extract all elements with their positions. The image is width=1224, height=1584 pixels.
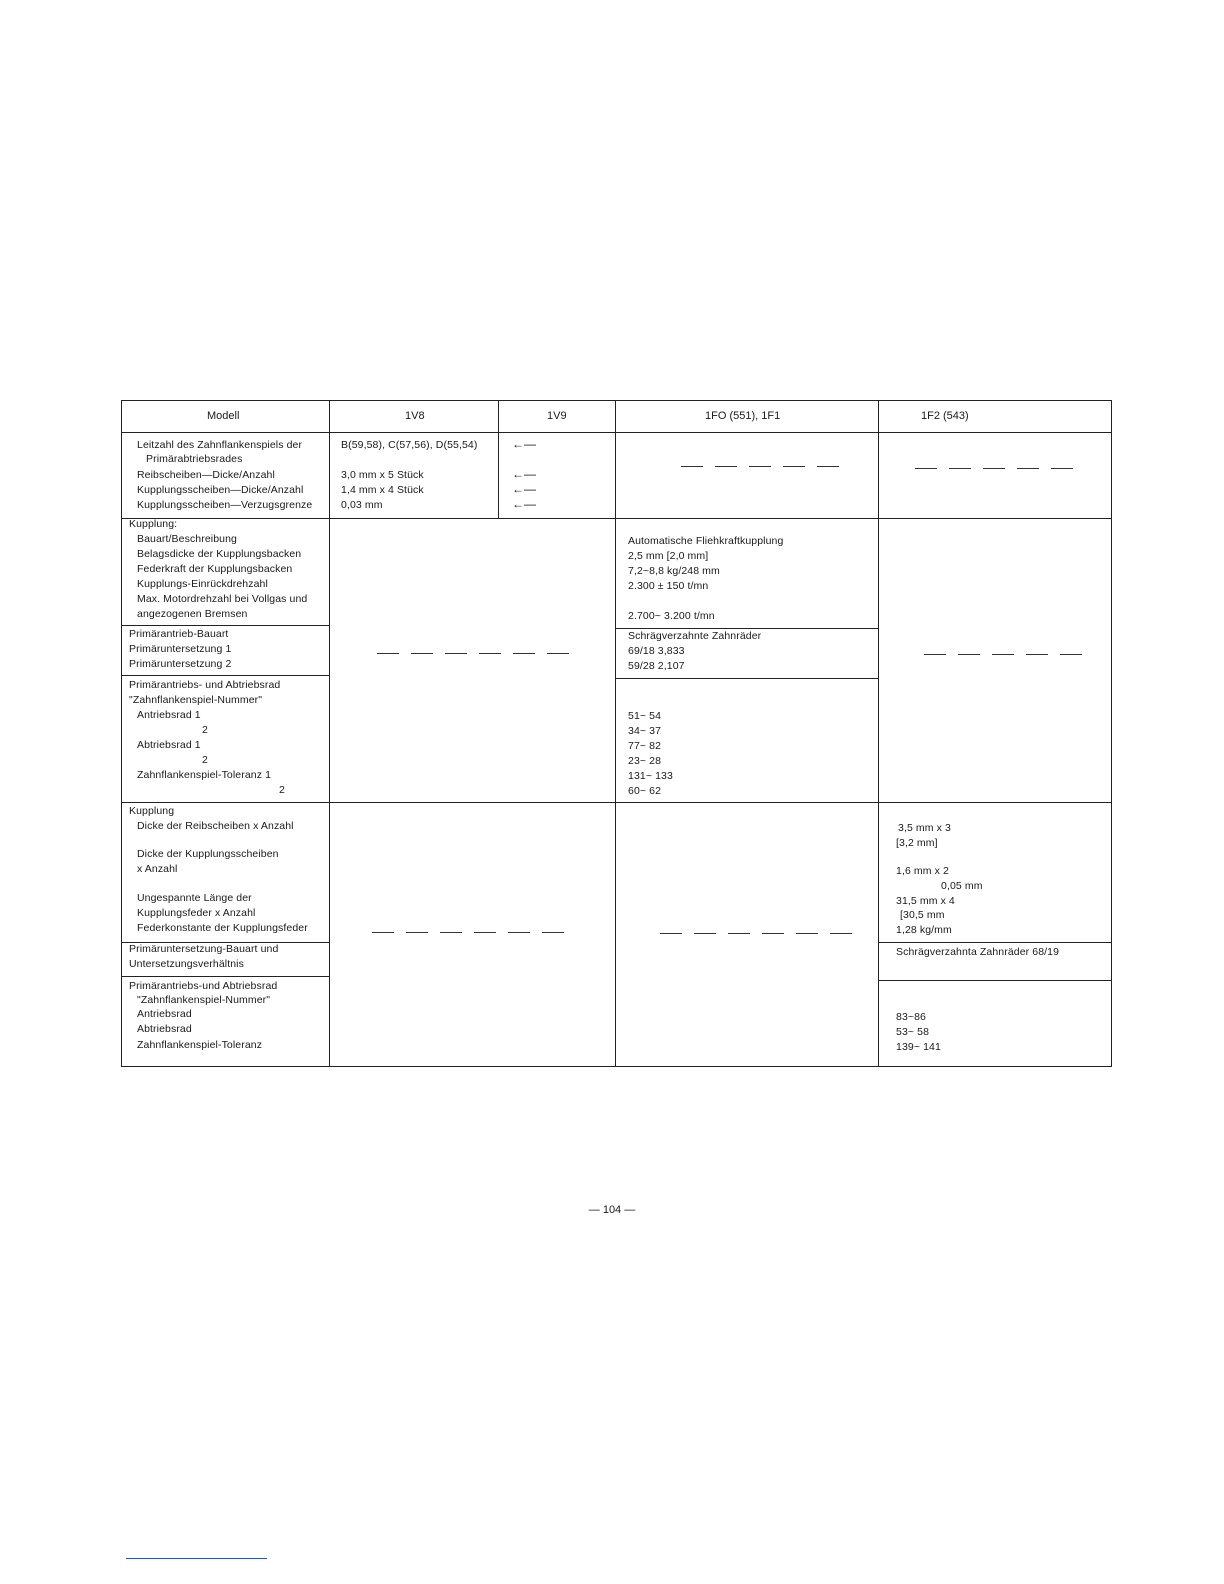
label-bremsen: angezogenen Bremsen — [137, 608, 248, 620]
label-max-motordrehzahl: Max. Motordrehzahl bei Vollgas und — [137, 593, 308, 605]
value-1f2-reibscheiben: 3,5 mm x 3 — [898, 822, 951, 834]
label-untersetzungsverhaeltnis: Untersetzungsverhältnis — [129, 958, 244, 970]
label-bauart: Bauart/Beschreibung — [137, 533, 237, 545]
value-1fo-federkraft: 7,2~8,8 kg/248 mm — [628, 565, 720, 577]
value-1fo-abtriebsrad-1: 77~ 82 — [628, 740, 662, 752]
header-modell: Modell — [207, 410, 240, 422]
col-divider — [878, 400, 879, 1067]
value-1f2-untersetzung: Schrägverzahnta Zahnräder 68/19 — [896, 946, 1060, 958]
value-1fo-belagsdicke: 2,5 mm [2,0 mm] — [628, 550, 709, 562]
label-kupplung: Kupplung: — [129, 518, 178, 530]
not-applicable-dash — [915, 468, 1073, 469]
label-untersetzung-bauart: Primäruntersetzung-Bauart und — [129, 943, 279, 955]
not-applicable-dash — [372, 932, 564, 933]
label-verzugsgrenze: Kupplungsscheiben—Verzugsgrenze — [137, 499, 313, 511]
value-1f2-verzugsgrenze: 0,05 mm — [941, 880, 983, 892]
header-row-line — [121, 432, 1112, 433]
label-abtriebsrad-2: 2 — [202, 754, 208, 766]
label-kupplungsscheiben: Kupplungsscheiben—Dicke/Anzahl — [137, 484, 304, 496]
label-primaerantrieb-bauart: Primärantrieb-Bauart — [129, 628, 229, 640]
not-applicable-dash — [681, 466, 839, 467]
not-applicable-dash — [924, 654, 1082, 655]
label-antriebsrad: Antriebsrad — [137, 1008, 192, 1020]
value-1f2-federlaenge: 31,5 mm x 4 — [896, 895, 955, 907]
value-1fo-toleranz-1: 131~ 133 — [628, 770, 673, 782]
not-applicable-dash — [660, 933, 852, 934]
value-1fo-antriebsrad-2: 34~ 37 — [628, 725, 662, 737]
row-line — [121, 518, 1112, 519]
label-antriebs-abtriebsrad-2: Primärantriebs-und Abtriebsrad — [129, 980, 278, 992]
same-as-left-arrow-icon: ←— — [512, 467, 536, 481]
page-number: — 104 — — [588, 1204, 636, 1216]
label-dicke-reibscheiben: Dicke der Reibscheiben x Anzahl — [137, 820, 294, 832]
label-abtriebsrad: Abtriebsrad — [137, 1023, 192, 1035]
value-1fo-untersetzung-2: 59/28 2,107 — [628, 660, 685, 672]
value-1f2-kupplungsscheiben: 1,6 mm x 2 — [896, 865, 949, 877]
header-1fo-1f1: 1FO (551), 1F1 — [705, 410, 781, 422]
value-1f2-federkonstante: 1,28 kg/mm — [896, 924, 952, 936]
label-primaeruntersetzung-1: Primäruntersetzung 1 — [129, 643, 232, 655]
label-kupplung-2: Kupplung — [129, 805, 175, 817]
value-1v8-verzugsgrenze: 0,03 mm — [341, 499, 383, 511]
col-divider — [498, 400, 499, 518]
label-zahnflankenspiel-nummer: "Zahnflankenspiel-Nummer" — [129, 694, 263, 706]
value-1f2-abtriebsrad: 53~ 58 — [896, 1026, 930, 1038]
col-divider — [615, 400, 616, 1067]
col-divider — [329, 400, 330, 1067]
header-1v9: 1V9 — [547, 410, 567, 422]
value-1v8-kupplungsscheiben: 1,4 mm x 4 Stück — [341, 484, 424, 496]
label-antriebsrad-1: Antriebsrad 1 — [137, 709, 201, 721]
value-1fo-primaerantrieb: Schrägverzahnte Zahnräder — [628, 630, 762, 642]
label-leitzahl: Leitzahl des Zahnflankenspiels der — [137, 439, 303, 451]
table-border-left — [121, 400, 122, 1067]
value-1fo-toleranz-2: 60~ 62 — [628, 785, 662, 797]
row-line — [615, 678, 879, 679]
same-as-left-arrow-icon: ←— — [512, 437, 536, 451]
value-1v8-reibscheiben: 3,0 mm x 5 Stück — [341, 469, 424, 481]
not-applicable-dash — [377, 653, 569, 654]
value-1fo-max-drehzahl: 2.700~ 3.200 t/mn — [628, 610, 715, 622]
value-1f2-federlaenge-min: [30,5 mm — [900, 909, 945, 921]
value-1fo-antriebsrad-1: 51~ 54 — [628, 710, 662, 722]
label-primaeruntersetzung-2: Primäruntersetzung 2 — [129, 658, 232, 670]
label-federkonstante: Federkonstante der Kupplungsfeder — [137, 922, 308, 934]
table-border-bottom — [121, 1066, 1112, 1067]
label-primaerantriebs-abtriebsrad: Primärantriebs- und Abtriebsrad — [129, 679, 281, 691]
header-1f2: 1F2 (543) — [921, 410, 969, 422]
table-border-right — [1111, 400, 1112, 1067]
value-1fo-bauart: Automatische Fliehkraftkupplung — [628, 535, 784, 547]
label-zahnflankenspiel-nummer-2: "Zahnflankenspiel-Nummer" — [137, 994, 271, 1006]
label-reibscheiben: Reibscheiben—Dicke/Anzahl — [137, 469, 275, 481]
value-1f2-reibscheiben-min: [3,2 mm] — [896, 837, 938, 849]
value-1fo-untersetzung-1: 69/18 3,833 — [628, 645, 685, 657]
value-1f2-antriebsrad: 83~86 — [896, 1011, 926, 1023]
label-ungespannte-laenge: Ungespannte Länge der — [137, 892, 252, 904]
value-1f2-toleranz: 139~ 141 — [896, 1041, 941, 1053]
value-1v8-leitzahl: B(59,58), C(57,56), D(55,54) — [341, 439, 478, 451]
value-1fo-einrueckdrehzahl: 2.300 ± 150 t/mn — [628, 580, 709, 592]
row-line — [121, 802, 1112, 803]
label-zahnflankenspiel-toleranz: Zahnflankenspiel-Toleranz — [137, 1039, 263, 1051]
label-abtriebsrad-1: Abtriebsrad 1 — [137, 739, 201, 751]
label-federkraft: Federkraft der Kupplungsbacken — [137, 563, 293, 575]
header-1v8: 1V8 — [405, 410, 425, 422]
label-dicke-kupplungsscheiben: Dicke der Kupplungsscheiben — [137, 848, 279, 860]
value-1fo-abtriebsrad-2: 23~ 28 — [628, 755, 662, 767]
label-belagsdicke: Belagsdicke der Kupplungsbacken — [137, 548, 302, 560]
label-primaerabtriebsrades: Primärabtriebsrades — [146, 453, 243, 465]
label-toleranz-2: 2 — [279, 784, 285, 796]
label-kupplungsfeder-anzahl: Kupplungsfeder x Anzahl — [137, 907, 256, 919]
row-line — [121, 976, 330, 977]
row-line — [878, 942, 1112, 943]
same-as-left-arrow-icon: ←— — [512, 482, 536, 496]
footer-rule — [126, 1558, 267, 1559]
table-border-top — [121, 400, 1112, 401]
row-line — [878, 980, 1112, 981]
label-antriebsrad-2: 2 — [202, 724, 208, 736]
label-einrueckdrehzahl: Kupplungs-Einrückdrehzahl — [137, 578, 268, 590]
same-as-left-arrow-icon: ←— — [512, 497, 536, 511]
label-toleranz-1: Zahnflankenspiel-Toleranz 1 — [137, 769, 272, 781]
label-x-anzahl: x Anzahl — [137, 863, 178, 875]
row-line — [121, 675, 330, 676]
